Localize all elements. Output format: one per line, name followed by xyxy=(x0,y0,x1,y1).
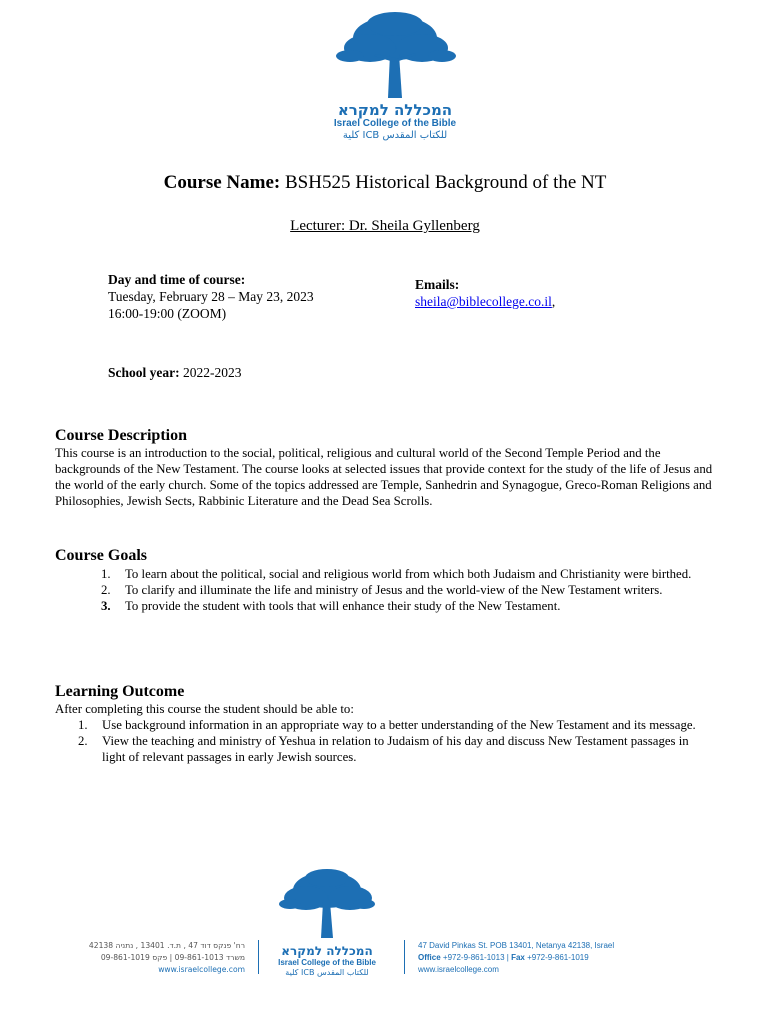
goal-number: 2. xyxy=(101,583,111,597)
school-year xyxy=(108,364,242,381)
goal-item xyxy=(101,566,715,582)
goal-text: To provide the student with tools that will enhance their study of the New Testament. xyxy=(125,599,561,613)
outcome-item xyxy=(78,733,715,765)
footer-hebrew-website[interactable]: www.israelcollege.com xyxy=(158,965,245,974)
goal-item xyxy=(101,582,715,598)
tree-logo-icon xyxy=(310,10,480,102)
course-description-heading: Course Description xyxy=(55,427,187,444)
course-goals-list xyxy=(101,566,715,614)
goal-text: To clarify and illuminate the life and ministry of Jesus and the world-view of the New Testament writers. xyxy=(125,583,663,597)
course-name-value: BSH525 Historical Background of the NT xyxy=(284,172,607,193)
lecturer-line: Lecturer: Dr. Sheila Gyllenberg xyxy=(290,218,480,234)
school-year-value: 2022-2023 xyxy=(183,365,242,380)
footer-english-contact xyxy=(418,940,678,976)
outcome-text: View the teaching and ministry of Yeshua in relation to Judaism of his day and discuss New Testament passages in light of relevant passages in early Jewish sources. xyxy=(102,734,689,764)
learning-outcome-heading: Learning Outcome xyxy=(55,683,185,700)
footer-hebrew-address: רח' פנקס דוד 47 , ת.ד. 13401 , נתניה 42138 xyxy=(88,941,245,950)
email-suffix: , xyxy=(551,294,556,309)
outcome-text: Use background information in an appropriate way to a better understanding of the New Testament and its message. xyxy=(102,718,696,732)
outcome-number: 1. xyxy=(78,718,88,732)
course-description-text: This course is an introduction to the social, political, religious and cultural world of the Second Temple Period and the backgrounds of the New Testament. The course looks at selected issues that provide context for the study of the life of Jesus and the world of the early church. Some of the topics addressed are Temple, Sanhedrin and Synagogue, Greco-Roman Religions and Philosophies, Jewish Sects, Rabbinic Literature and the Dead Sea Scrolls. xyxy=(55,446,713,508)
course-name-label: Course Name: xyxy=(163,172,281,193)
outcome-item xyxy=(78,717,715,733)
fax-label: Fax xyxy=(511,953,525,962)
fax-phone: +972-9-861-1019 xyxy=(527,953,589,962)
footer-hebrew-phone: משרד 09-861-1013 | פקס 09-861-1019 xyxy=(100,953,245,962)
goal-number: 1. xyxy=(101,567,111,581)
tree-logo-icon xyxy=(262,868,392,940)
footer-logo-arabic: كلية ICB للكتاب المقدس xyxy=(285,968,369,977)
goal-text: To learn about the political, social and religious world from which both Judaism and Christianity were birthed. xyxy=(125,567,692,581)
course-title xyxy=(0,172,770,194)
office-phone: +972-9-861-1013 xyxy=(442,953,505,962)
goal-item xyxy=(101,598,715,614)
emails-block xyxy=(415,277,655,310)
email-link[interactable]: sheila@biblecollege.co.il xyxy=(415,294,552,309)
learning-outcome-intro: After completing this course the student should be able to: xyxy=(55,702,354,716)
goal-number: 3. xyxy=(101,599,111,613)
outcome-number: 2. xyxy=(78,734,88,748)
footer-hebrew-contact xyxy=(55,940,245,976)
course-dates: Tuesday, February 28 – May 23, 2023 xyxy=(108,289,314,304)
phone-separator: | xyxy=(506,953,509,962)
school-year-label: School year: xyxy=(108,365,180,380)
footer-divider-left xyxy=(258,940,259,974)
learning-outcome-list xyxy=(78,717,715,765)
footer-divider-right xyxy=(404,940,405,974)
college-logo-top xyxy=(310,10,480,142)
course-goals-heading: Course Goals xyxy=(55,547,147,564)
day-time-label: Day and time of course: xyxy=(108,272,246,287)
office-label: Office xyxy=(418,953,441,962)
day-time-block xyxy=(108,272,388,322)
footer-phones xyxy=(418,952,678,964)
footer-website[interactable]: www.israelcollege.com xyxy=(418,965,499,974)
emails-label: Emails: xyxy=(415,277,460,292)
logo-arabic-text: كلية ICB للكتاب المقدس xyxy=(342,130,448,141)
footer-logo-hebrew: המכללה למקרא xyxy=(281,944,373,958)
logo-hebrew-text: המכללה למקרא xyxy=(337,101,453,119)
footer-logo-english: Israel College of the Bible xyxy=(278,958,376,967)
college-logo-bottom xyxy=(262,868,392,978)
footer-address: 47 David Pinkas St. POB 13401, Netanya 42138, Israel xyxy=(418,941,615,950)
logo-english-text: Israel College of the Bible xyxy=(333,118,457,129)
course-hours: 16:00-19:00 (ZOOM) xyxy=(108,306,227,321)
